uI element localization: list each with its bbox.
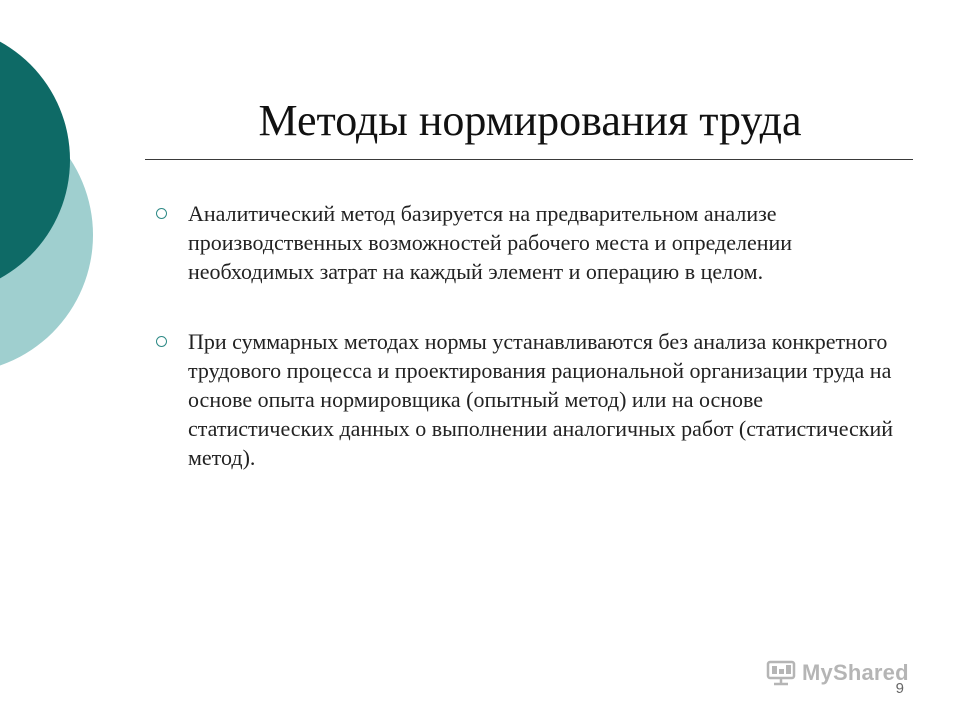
bullet-text: Аналитический метод базируется на предварительном анализе производственных возможностей рабочего места и определении необходимых затрат на каждый элемент и операцию в целом. (188, 201, 793, 284)
presentation-board-icon (766, 660, 796, 686)
bullet-list (150, 199, 910, 472)
slide-title: Методы нормирования труда (258, 96, 802, 145)
decorative-circles (0, 0, 140, 400)
circle-bullet-icon (156, 336, 167, 347)
title-divider (145, 159, 913, 160)
circle-bullet-icon (156, 208, 167, 219)
bullet-item (150, 327, 910, 472)
bullet-text: При суммарных методах нормы устанавливаются без анализа конкретного трудового процесса и проектирования рациональной организации труда на основе опыта нормировщика (опытный метод) или на основе статистических данных о выполнении аналогичных работ (статистический метод). (188, 329, 894, 470)
page-number: 9 (895, 680, 904, 697)
watermark-text: MyShared (802, 660, 909, 685)
bullet-item (150, 199, 910, 286)
